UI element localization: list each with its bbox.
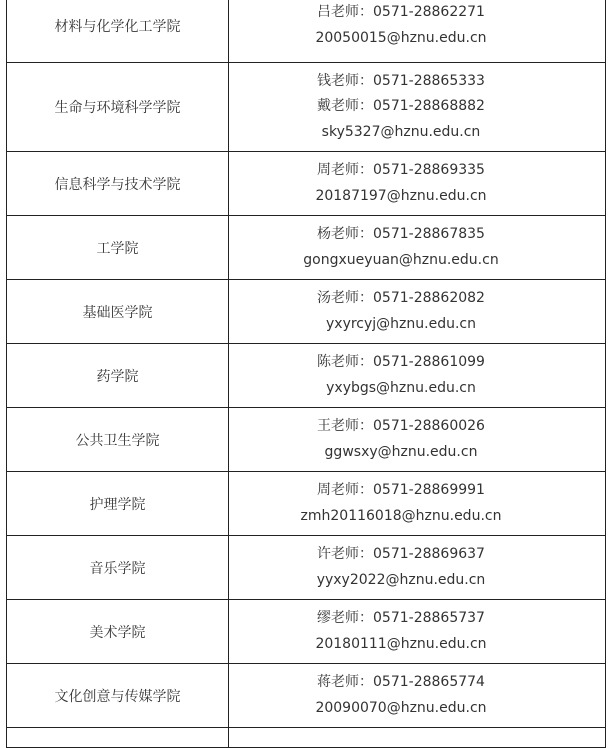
contact-phone: 缪老师：0571-28865737 — [317, 610, 485, 626]
college-name-cell: 药学院 — [7, 344, 229, 408]
table-row — [7, 216, 606, 280]
table-row — [7, 0, 606, 63]
contact-phone: 汤老师：0571-28862082 — [317, 290, 485, 306]
college-name-cell — [7, 728, 229, 748]
contact-email: gongxueyuan@hznu.edu.cn — [303, 251, 499, 268]
contact-cell — [229, 472, 606, 536]
contact-phone: 陈老师：0571-28861099 — [317, 354, 485, 370]
table-row — [7, 280, 606, 344]
contact-cell — [229, 280, 606, 344]
contact-lines — [273, 158, 529, 209]
table-body — [7, 0, 606, 748]
contact-lines — [273, 670, 529, 721]
contact-phone: 周老师：0571-28869991 — [317, 482, 485, 498]
contact-phone: 周老师：0571-28869335 — [317, 162, 485, 178]
contact-cell — [229, 0, 606, 63]
table-row — [7, 728, 606, 748]
college-name-cell: 美术学院 — [7, 600, 229, 664]
college-name-cell: 音乐学院 — [7, 536, 229, 600]
contact-lines — [273, 414, 529, 465]
contact-cell — [229, 63, 606, 152]
contact-email: 20180111@hznu.edu.cn — [315, 635, 487, 652]
contact-phone: 杨老师：0571-28867835 — [317, 226, 485, 242]
contact-cell — [229, 600, 606, 664]
contact-lines — [273, 350, 529, 401]
table-row — [7, 600, 606, 664]
contact-phone: 钱老师：0571-28865333 — [317, 72, 485, 89]
table-row — [7, 408, 606, 472]
table-row — [7, 536, 606, 600]
contact-lines — [273, 606, 529, 657]
college-name-cell: 信息科学与技术学院 — [7, 152, 229, 216]
contact-email: yyxy2022@hznu.edu.cn — [316, 571, 486, 588]
contact-email: zmh20116018@hznu.edu.cn — [300, 507, 502, 524]
contact-email: sky5327@hznu.edu.cn — [321, 123, 481, 140]
contact-email: ggwsxy@hznu.edu.cn — [324, 443, 478, 460]
table-row — [7, 344, 606, 408]
contact-email: 20090070@hznu.edu.cn — [315, 699, 487, 716]
contact-lines — [273, 222, 529, 273]
contact-email: 20187197@hznu.edu.cn — [315, 187, 487, 204]
table-row — [7, 152, 606, 216]
table-row — [7, 472, 606, 536]
contact-phone: 王老师：0571-28860026 — [317, 418, 485, 434]
contact-lines — [273, 542, 529, 593]
table-row — [7, 664, 606, 728]
contact-lines — [273, 478, 529, 529]
contact-cell — [229, 216, 606, 280]
contact-cell — [229, 152, 606, 216]
contact-cell — [229, 536, 606, 600]
contact-cell — [229, 728, 606, 748]
college-name-cell: 护理学院 — [7, 472, 229, 536]
contact-phone: 蒋老师：0571-28865774 — [317, 674, 485, 690]
contact-email: 20050015@hznu.edu.cn — [315, 29, 487, 46]
contact-lines — [273, 286, 529, 337]
contact-phone: 戴老师：0571-28868882 — [317, 98, 485, 115]
college-name-cell: 材料与化学化工学院 — [7, 0, 229, 63]
contact-email: yxybgs@hznu.edu.cn — [326, 379, 476, 396]
college-name-cell: 工学院 — [7, 216, 229, 280]
college-name-cell: 生命与环境科学学院 — [7, 63, 229, 152]
college-name-cell: 基础医学院 — [7, 280, 229, 344]
contact-phone: 吕老师：0571-28862271 — [317, 4, 485, 20]
college-contacts-table — [6, 0, 606, 748]
contact-email: yxyrcyj@hznu.edu.cn — [326, 315, 476, 332]
contact-cell — [229, 344, 606, 408]
contact-lines — [273, 0, 529, 51]
contact-cell — [229, 664, 606, 728]
college-name-cell: 公共卫生学院 — [7, 408, 229, 472]
contact-lines — [273, 69, 529, 146]
contact-cell — [229, 408, 606, 472]
college-name-cell: 文化创意与传媒学院 — [7, 664, 229, 728]
contact-phone: 许老师：0571-28869637 — [317, 546, 485, 562]
table-row — [7, 63, 606, 152]
